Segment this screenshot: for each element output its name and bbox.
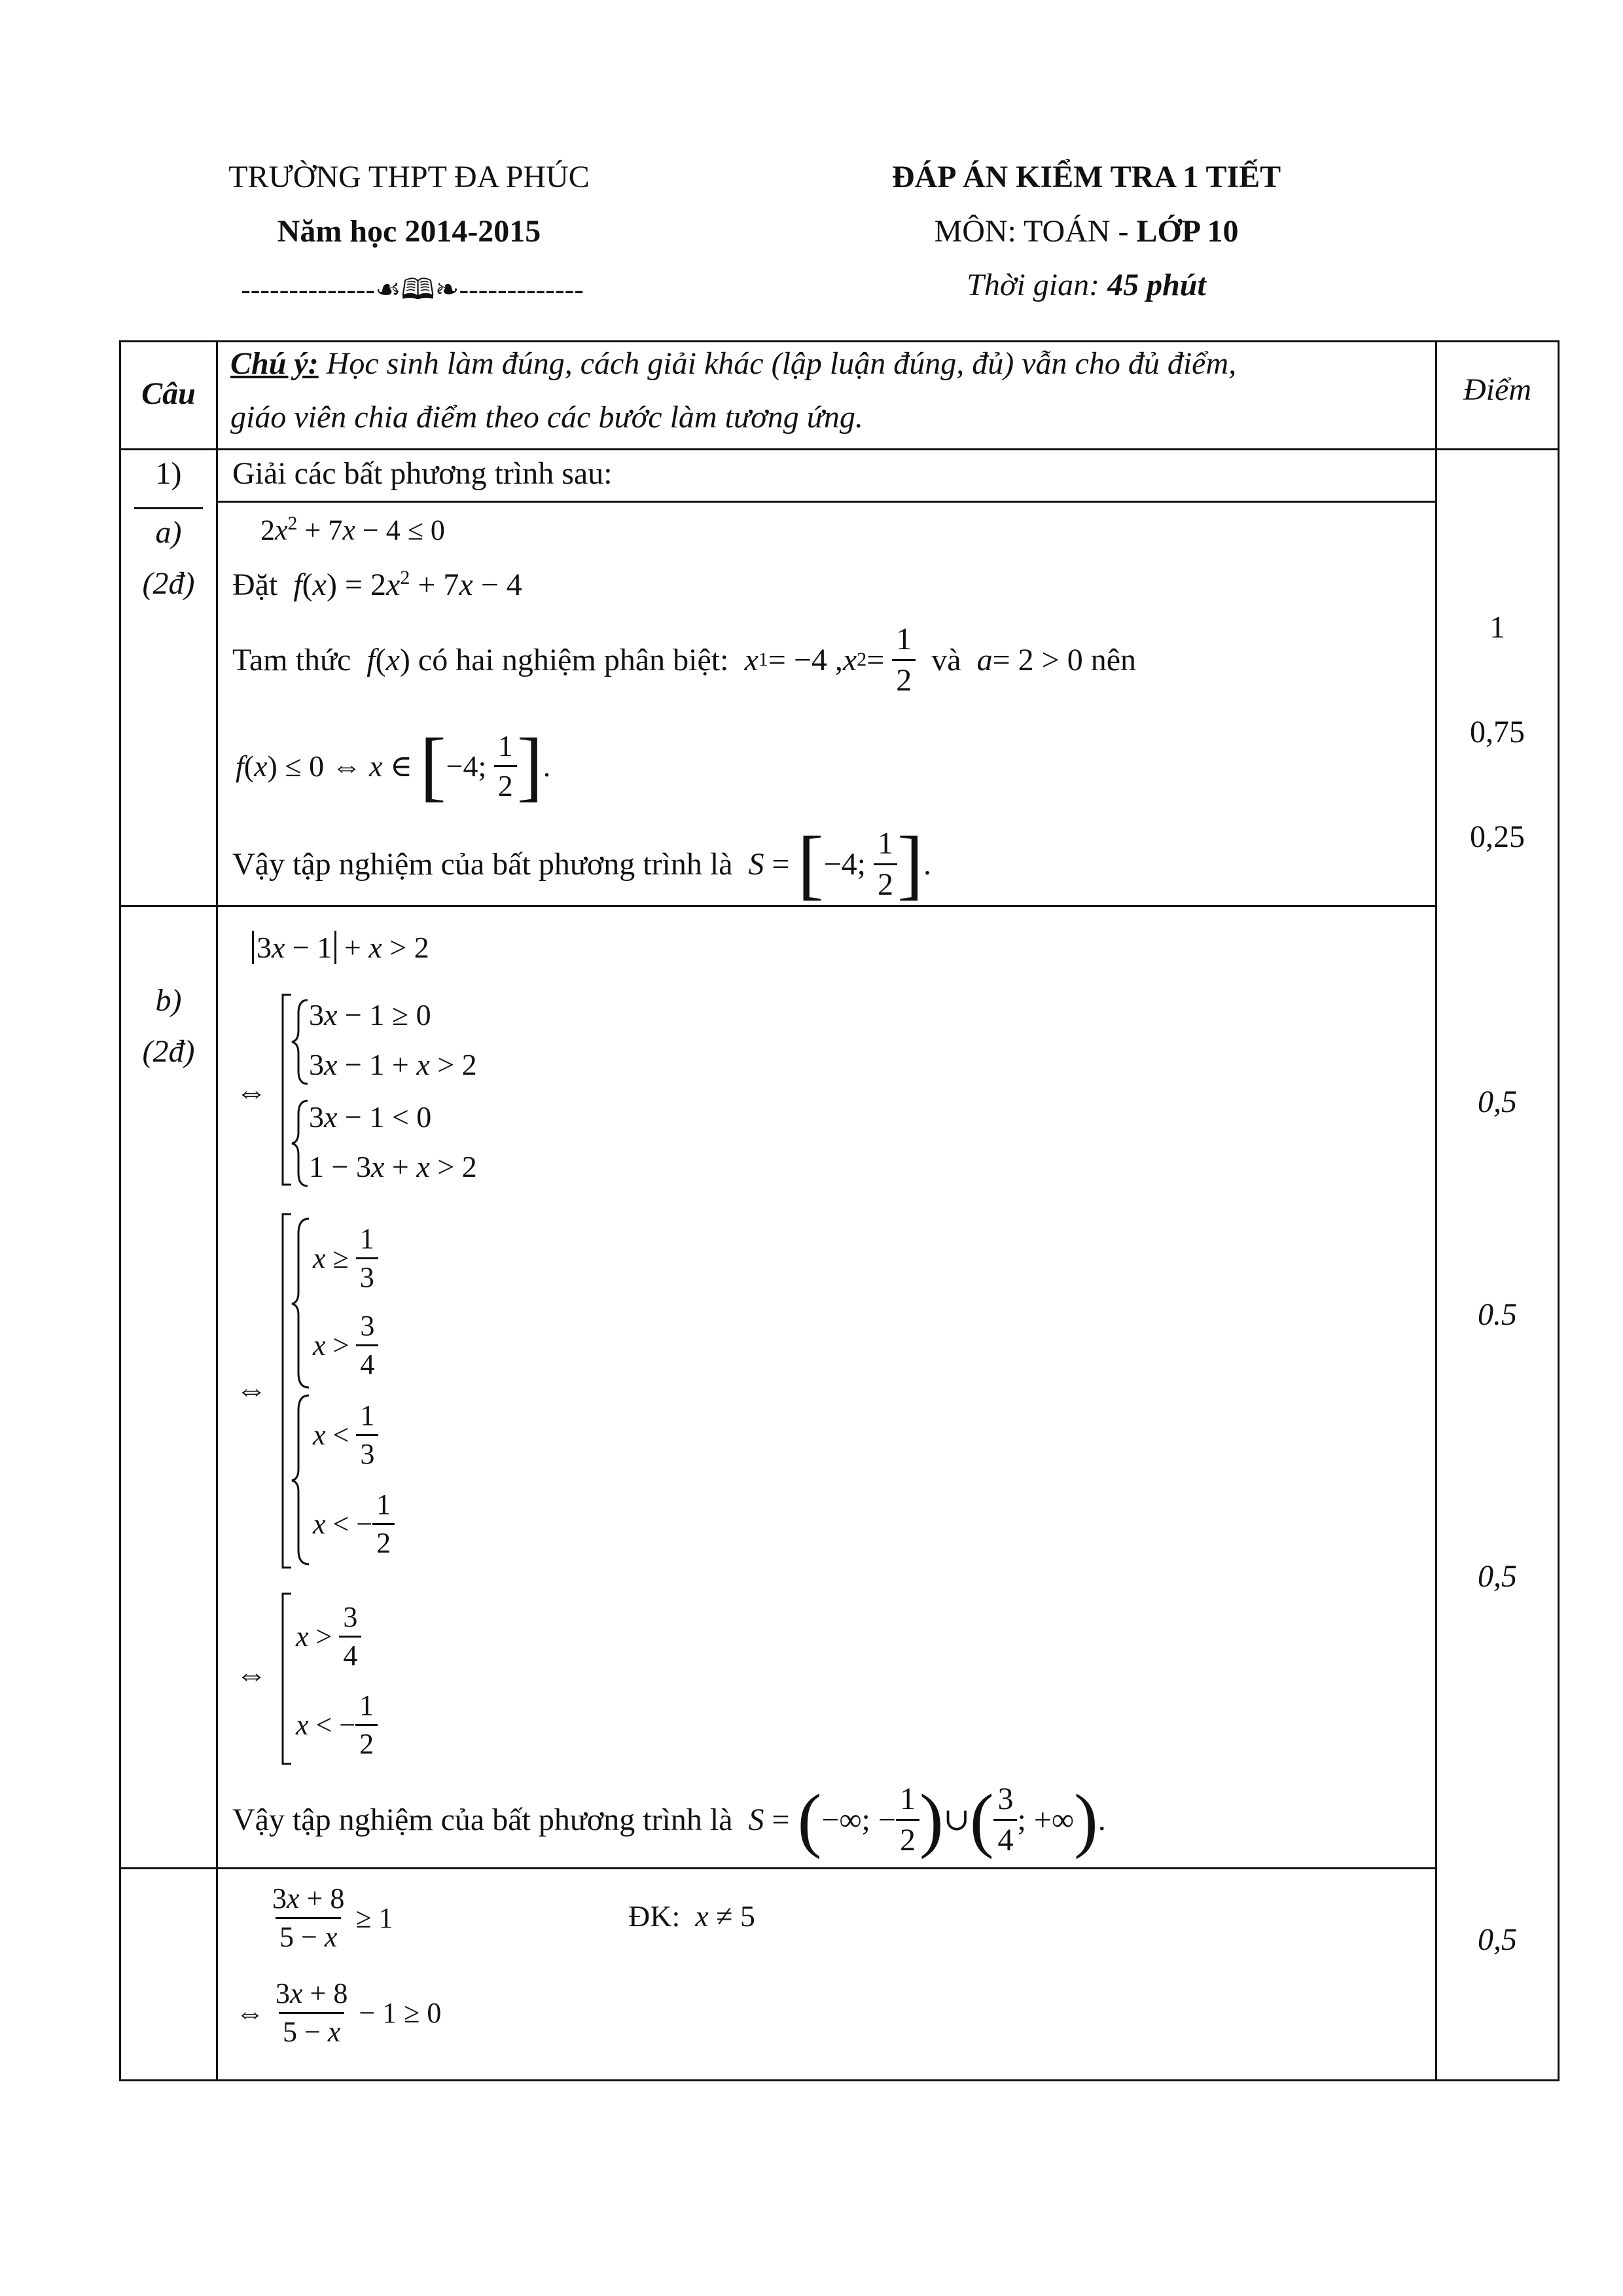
equiv-symbol-1: ⇔	[236, 1075, 267, 1109]
part-b-inequality: 3x − 1 + x > 2	[252, 933, 429, 963]
question-intro: Giải các bất phương trình sau:	[232, 456, 613, 491]
book-icon: 🕮	[401, 274, 435, 306]
school-year: Năm học 2014-2015	[277, 214, 541, 249]
step1-line1: 3x − 1 ≥ 0	[309, 998, 431, 1031]
equiv-symbol-2: ⇔	[236, 1372, 267, 1407]
part-a-roots-line: Tam thức f ( x ) có hai nghiệm phân biệt: x 1 = −4 , x 2 = $\frac{1}{2}$ và a = 2 > 0 nên	[232, 621, 1137, 698]
step2-line2: x > $\frac{3}{4}$	[313, 1306, 378, 1384]
part-b-conclusion: Vậy tập nghiệm của bất phương trình là S = ( −∞; − $\frac{1}{2}$ ) ∪ ( $\frac{3}{4}$ ; +∞ ) .	[232, 1780, 1106, 1859]
part-a-inequality: $2x^2 + 7x - 4 \le 0$	[260, 512, 445, 547]
column-header-question: Câu	[141, 376, 196, 411]
grading-note-line2: giáo viên chia điểm theo các bước làm tương ứng.	[230, 400, 863, 435]
part-a-set-function: Đặt $f(x) = 2x^2 + 7x - 4$	[232, 567, 522, 602]
ornament-right-icon: ❧	[435, 274, 459, 306]
exam-time: Thời gian: 45 phút	[967, 268, 1206, 302]
exam-subject: MÔN: TOÁN - LỚP 10	[934, 214, 1239, 249]
header-divider: --------------☙🕮❧-------------	[241, 274, 584, 306]
step2-line3: x < $\frac{1}{3}$	[313, 1395, 378, 1474]
equiv-symbol-3: ⇔	[236, 1657, 267, 1692]
ornament-left-icon: ☙	[375, 274, 401, 306]
step1-line4: 1 − 3x + x > 2	[309, 1150, 477, 1183]
grading-note-line1: Chú ý: Học sinh làm đúng, cách giải khác (lập luận đúng, đủ) vẫn cho đủ điểm,	[230, 346, 1237, 381]
step3-line2: x < − $\frac{1}{2}$	[296, 1685, 378, 1764]
exam-title: ĐÁP ÁN KIỂM TRA 1 TIẾT	[891, 160, 1281, 194]
step2-line1: x ≥ $\frac{1}{3}$	[313, 1219, 378, 1297]
part-a-points: (2đ)	[142, 566, 195, 601]
part-a-score-1: 1	[1489, 610, 1505, 645]
question-number: 1)	[155, 456, 182, 491]
part-a-score-3: 0,25	[1470, 819, 1525, 854]
step1-line3: 3x − 1 < 0	[309, 1100, 432, 1134]
part-a-label: a)	[155, 515, 182, 550]
part-b-label: b)	[155, 983, 182, 1018]
step3-line1: x > $\frac{3}{4}$	[296, 1597, 361, 1676]
part-c-score-1: 0,5	[1478, 1922, 1517, 1957]
part-b-score-1: 0,5	[1478, 1085, 1517, 1119]
step1-line2: 3x − 1 + x > 2	[309, 1048, 477, 1081]
part-a-solution-interval: f ( x ) ≤ 0 ⇔ x ∈ [ −4; $\frac{1}{2}$ ] .	[236, 722, 551, 809]
column-header-points: Điểm	[1463, 372, 1531, 407]
part-c-inequality: $\frac{3x + 8}{5 - x}$ ≥ 1	[272, 1882, 393, 1953]
part-c-condition: ĐK: x ≠ 5	[628, 1899, 755, 1933]
school-name: TRƯỜNG THPT ĐA PHÚC	[228, 160, 590, 194]
part-b-score-3: 0,5	[1478, 1559, 1517, 1594]
part-a-score-2: 0,75	[1470, 715, 1525, 749]
part-a-conclusion: Vậy tập nghiệm của bất phương trình là S = [ −4; $\frac{1}{2}$ ] .	[232, 820, 931, 907]
part-c-step1: ⇔ $\frac{3x + 8}{5 - x}$ − 1 ≥ 0	[236, 1977, 442, 2048]
part-b-points: (2đ)	[142, 1034, 195, 1069]
part-b-score-2: 0.5	[1478, 1297, 1517, 1332]
step2-line4: x < − $\frac{1}{2}$	[313, 1484, 395, 1563]
